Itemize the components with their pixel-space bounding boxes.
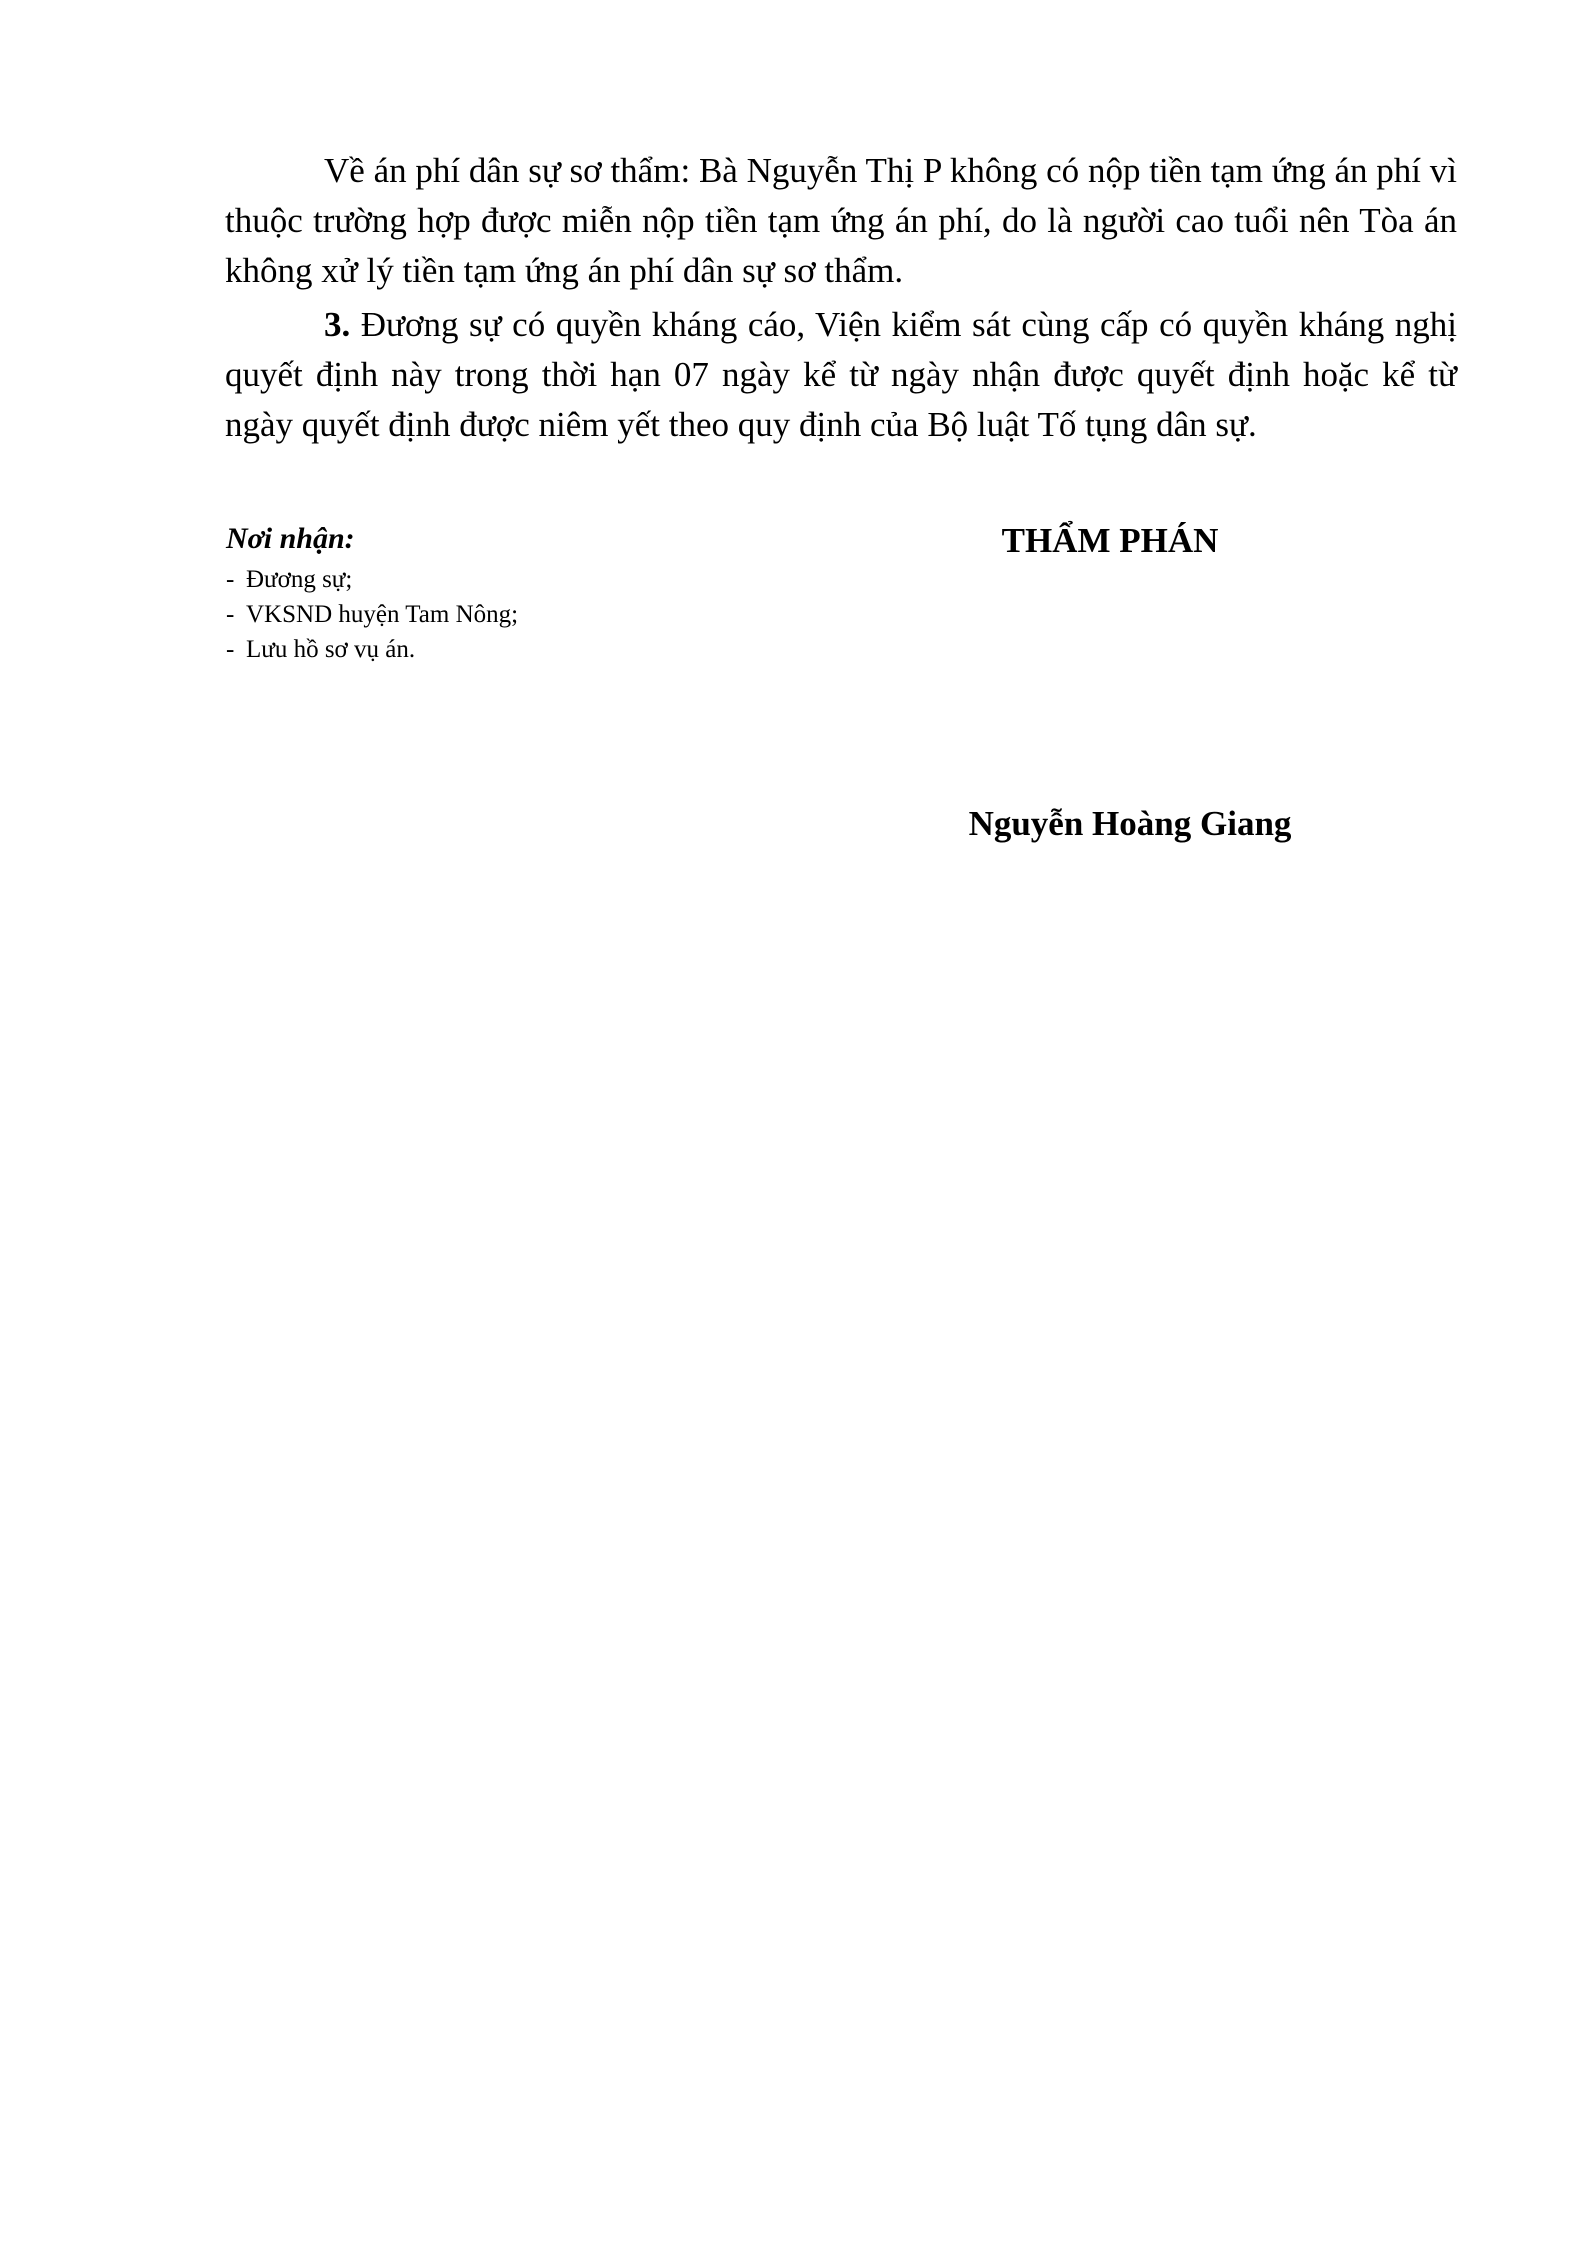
recipient-label: Đương sự;	[246, 566, 353, 593]
recipients-list	[226, 562, 786, 667]
recipient-item: - VKSND huyện Tam Nông;	[226, 601, 519, 628]
paragraph-court-fee	[225, 146, 1457, 296]
paragraph-number: 3.	[324, 305, 351, 344]
signer-name: Nguyễn Hoàng Giang	[968, 804, 1292, 843]
paragraph-text: Về án phí dân sự sơ thẩm: Bà Nguyễn Thị P không có nộp tiền tạm ứng án phí vì thuộc trường hợp được miễn nộp tiền tạm ứng án phí, do là người cao tuổi nên Tòa án không xử lý tiền tạm ứng án phí dân sự sơ thẩm.	[225, 151, 1457, 290]
document-body	[225, 146, 1457, 450]
recipient-label: VKSND huyện Tam Nông;	[246, 601, 519, 628]
recipients-block	[226, 520, 786, 667]
signer-title: THẨM PHÁN	[1001, 521, 1219, 560]
recipient-item: - Đương sự;	[226, 566, 353, 593]
recipients-title: Nơi nhận:	[226, 522, 355, 555]
recipient-item: - Lưu hồ sơ vụ án.	[226, 636, 416, 663]
recipient-label: Lưu hồ sơ vụ án.	[246, 636, 416, 663]
paragraph-text: Đương sự có quyền kháng cáo, Viện kiểm sát cùng cấp có quyền kháng nghị quyết định này trong thời hạn 07 ngày kể từ ngày nhận được quyết định hoặc kể từ ngày quyết định được niêm yết theo quy định của Bộ luật Tố tụng dân sự.	[225, 305, 1457, 444]
paragraph-appeal-rights	[225, 300, 1457, 450]
